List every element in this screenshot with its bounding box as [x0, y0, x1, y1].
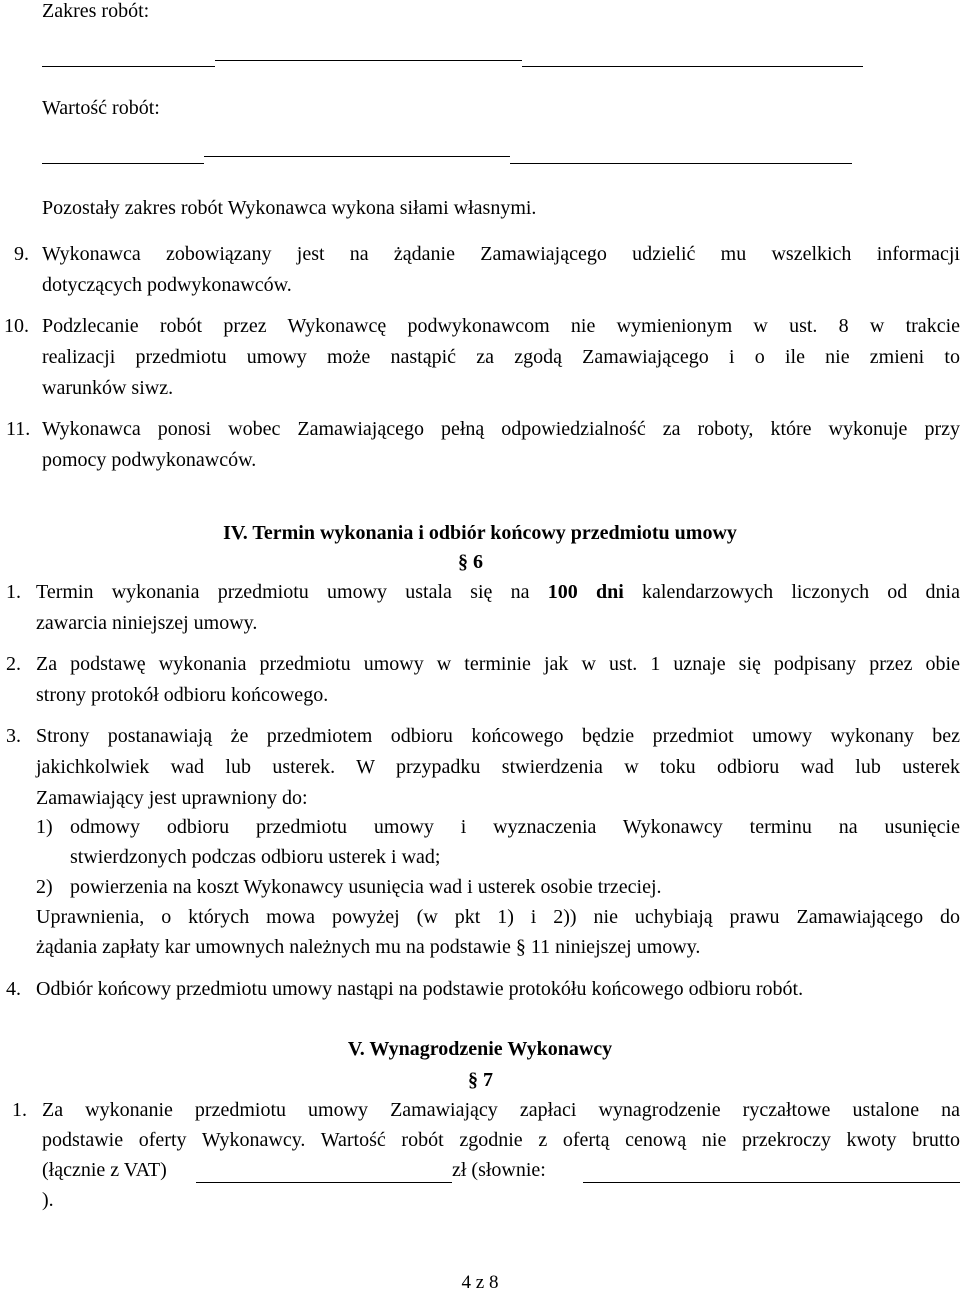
iv-p3-sub2-number: 2)	[36, 876, 53, 898]
iv-p1-post: kalendarzowych liczonych od dnia	[623, 581, 960, 603]
iv-p3-sub2-line-1: powierzenia na koszt Wykonawcy usunięcia wad i usterek osobie trzeciej.	[70, 876, 662, 898]
value-blank-line-upper	[204, 156, 510, 157]
v-p1-line-3-b: zł (słownie:	[452, 1159, 546, 1181]
section-v-paragraph: § 7	[468, 1069, 493, 1091]
iv-p4-number: 4.	[6, 978, 21, 1000]
amount-in-words-blank-line	[583, 1182, 960, 1183]
iv-rights-line-1: Uprawnienia, o których mowa powyżej (w pkt 1) i 2)) nie uchybiają prawu Zamawiającego do	[36, 906, 960, 928]
iv-rights-line-2: żądania zapłaty kar umownych należnych mu na podstawie § 11 niniejszej umowy.	[36, 936, 701, 958]
iv-p4-line-1: Odbiór końcowy przedmiotu umowy nastąpi na podstawie protokółu końcowego odbioru robót.	[36, 978, 804, 1000]
point-11-line-1: Wykonawca ponosi wobec Zamawiającego pełną odpowiedzialność za roboty, które wykonuje przy	[42, 418, 960, 440]
iv-p3-line-1: Strony postanawiają że przedmiotem odbioru końcowego będzie przedmiot umowy wykonany bez	[36, 725, 960, 747]
point-10-line-2: realizacji przedmiotu umowy może nastąpić za zgodą Zamawiającego i o ile nie zmieni to	[42, 346, 960, 368]
section-iv-paragraph: § 6	[458, 551, 483, 573]
point-9-line-1: Wykonawca zobowiązany jest na żądanie Zamawiającego udzielić mu wszelkich informacji	[42, 243, 960, 265]
iv-p2-line-2: strony protokół odbioru końcowego.	[36, 684, 329, 706]
point-11-line-2: pomocy podwykonawców.	[42, 449, 257, 471]
scope-blank-line	[42, 66, 215, 67]
section-iv-heading: IV. Termin wykonania i odbiór końcowy przedmiotu umowy	[223, 522, 737, 544]
point-9-number: 9.	[14, 243, 29, 265]
scope-label: Zakres robót:	[42, 0, 150, 22]
value-blank-line	[42, 163, 204, 164]
iv-p1-duration: 100 dni	[547, 581, 624, 603]
section-v-heading: V. Wynagrodzenie Wykonawcy	[347, 1038, 613, 1060]
point-11-number: 11.	[6, 418, 31, 440]
iv-p1-line-1	[36, 577, 960, 607]
iv-p2-number: 2.	[6, 653, 21, 675]
v-p1-line-3-a: (łącznie z VAT)	[42, 1159, 167, 1181]
v-p1-line-4: ).	[42, 1189, 54, 1211]
own-forces-text: Pozostały zakres robót Wykonawca wykona siłami własnymi.	[42, 197, 537, 219]
iv-p1-pre: Termin wykonania przedmiotu umowy ustala się na	[36, 581, 548, 603]
iv-p3-line-2: jakichkolwiek wad lub usterek. W przypadku stwierdzenia w toku odbioru wad lub usterek	[36, 756, 960, 778]
point-10-number: 10.	[4, 315, 29, 337]
iv-p3-sub1-line-2: stwierdzonych podczas odbioru usterek i wad;	[70, 846, 441, 868]
scope-blank-line-right	[522, 66, 863, 67]
scope-blank-line-upper	[215, 60, 522, 61]
point-10-line-1: Podzlecanie robót przez Wykonawcę podwykonawcom nie wymienionym w ust. 8 w trakcie	[42, 315, 960, 337]
iv-p3-sub1-line-1: odmowy odbioru przedmiotu umowy i wyznaczenia Wykonawcy terminu na usunięcie	[70, 816, 960, 838]
value-blank-line-right	[510, 163, 852, 164]
v-p1-number: 1.	[12, 1099, 27, 1121]
page-number: 4 z 8	[461, 1272, 499, 1293]
iv-p3-sub1-number: 1)	[36, 816, 53, 838]
value-label: Wartość robót:	[42, 97, 160, 119]
v-p1-line-2: podstawie oferty Wykonawcy. Wartość robót zgodnie z ofertą cenową nie przekroczy kwoty brutto	[42, 1129, 960, 1151]
iv-p3-line-3: Zamawiający jest uprawniony do:	[36, 787, 308, 809]
point-9-line-2: dotyczących podwykonawców.	[42, 274, 292, 296]
iv-p2-line-1: Za podstawę wykonania przedmiotu umowy w terminie jak w ust. 1 uznaje się podpisany przez obie	[36, 653, 960, 675]
amount-blank-line	[196, 1182, 452, 1183]
point-10-line-3: warunków siwz.	[42, 377, 174, 399]
iv-p3-number: 3.	[6, 725, 21, 747]
iv-p1-line-2: zawarcia niniejszej umowy.	[36, 612, 258, 634]
iv-p1-number: 1.	[6, 581, 21, 603]
v-p1-line-1: Za wykonanie przedmiotu umowy Zamawiający zapłaci wynagrodzenie ryczałtowe ustalone na	[42, 1099, 960, 1121]
